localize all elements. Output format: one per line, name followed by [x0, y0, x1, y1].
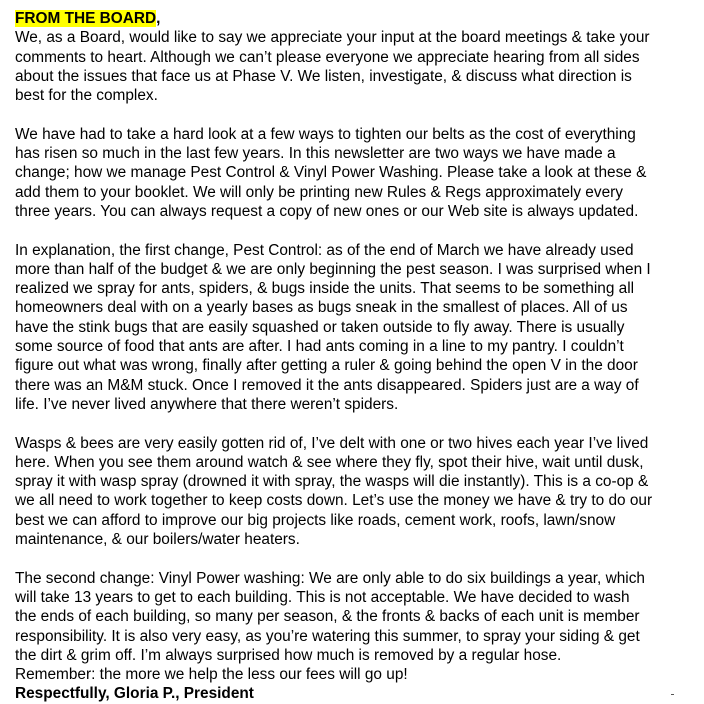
article-heading-line [15, 9, 703, 28]
scan-mark [671, 694, 674, 695]
paragraph-pest-control: In explanation, the first change, Pest Control: as of the end of March we have already used more than half of the budget & we are only beginning the pest season. I was surprised when I realized we spray for ants, spiders, & bugs inside the units. That seems to be something all homeowners deal with on a yearly bases as bugs sneak in the smallest of places. All of us have the stink bugs that are easily squashed or taken outside to fly away. There is usually some source of food that ants are after. I had ants coming in a line to my pantry. I couldn’t figure out what was wrong, finally after getting a ruler & going behind the open V in the door there was an M&M stuck. Once I removed it the ants disappeared. Spiders just are a way of life. I’ve never lived anywhere that there weren’t spiders. [15, 241, 651, 413]
paragraph-tighten-belts: We have had to take a hard look at a few ways to tighten our belts as the cost of everything has risen so much in the last few years. In this newsletter are two ways we have made a change; how we manage Pest Control & Vinyl Power Washing. Please take a look at these & add them to your booklet. We will only be printing new Rules & Regs approximately every three years. You can always request a copy of new ones or our Web site is always updated. [15, 125, 647, 220]
newsletter-article [15, 9, 703, 704]
paragraph-gap [15, 549, 703, 568]
paragraph-gap [15, 105, 703, 124]
article-heading: FROM THE BOARD [15, 10, 157, 27]
paragraph-board-appreciation: We, as a Board, would like to say we appreciate your input at the board meetings & take your comments to heart. Although we can’t please everyone we appreciate hearing from all sides about the issues that face us at Phase V. We listen, investigate, & discuss what direction is best for the complex. [15, 29, 650, 105]
paragraph-gap [15, 221, 703, 240]
paragraph-power-washing: The second change: Vinyl Power washing: We are only able to do six buildings a year, which will take 13 years to get to each building. This is not acceptable. We have decided to wash the ends of each building, so many per season, & the fronts & backs of each unit is member responsibility. It is also very easy, as you’re watering this summer, to spray your siding & get the dirt & grim off. I’m always surprised how much is removed by a regular hose. [15, 569, 645, 664]
paragraph-wasps-bees: Wasps & bees are very easily gotten rid of, I’ve delt with one or two hives each year I’ve lived here. When you see them around watch & see where they fly, spot their hive, wait until dusk, spray it with wasp spray (drowned it with spray, the wasps will die instantly). This is a co-op & we all need to work together to keep costs down. Let’s use the money we have & try to do our best we can afford to improve our big projects like roads, cement work, roofs, lawn/snow maintenance, & our boilers/water heaters. [15, 434, 653, 549]
paragraph-gap [15, 414, 703, 433]
article-heading-punctuation: , [156, 10, 161, 27]
closing-remark: Remember: the more we help the less our fees will go up! [15, 666, 408, 684]
signature: Respectfully, Gloria P., President [15, 685, 254, 703]
